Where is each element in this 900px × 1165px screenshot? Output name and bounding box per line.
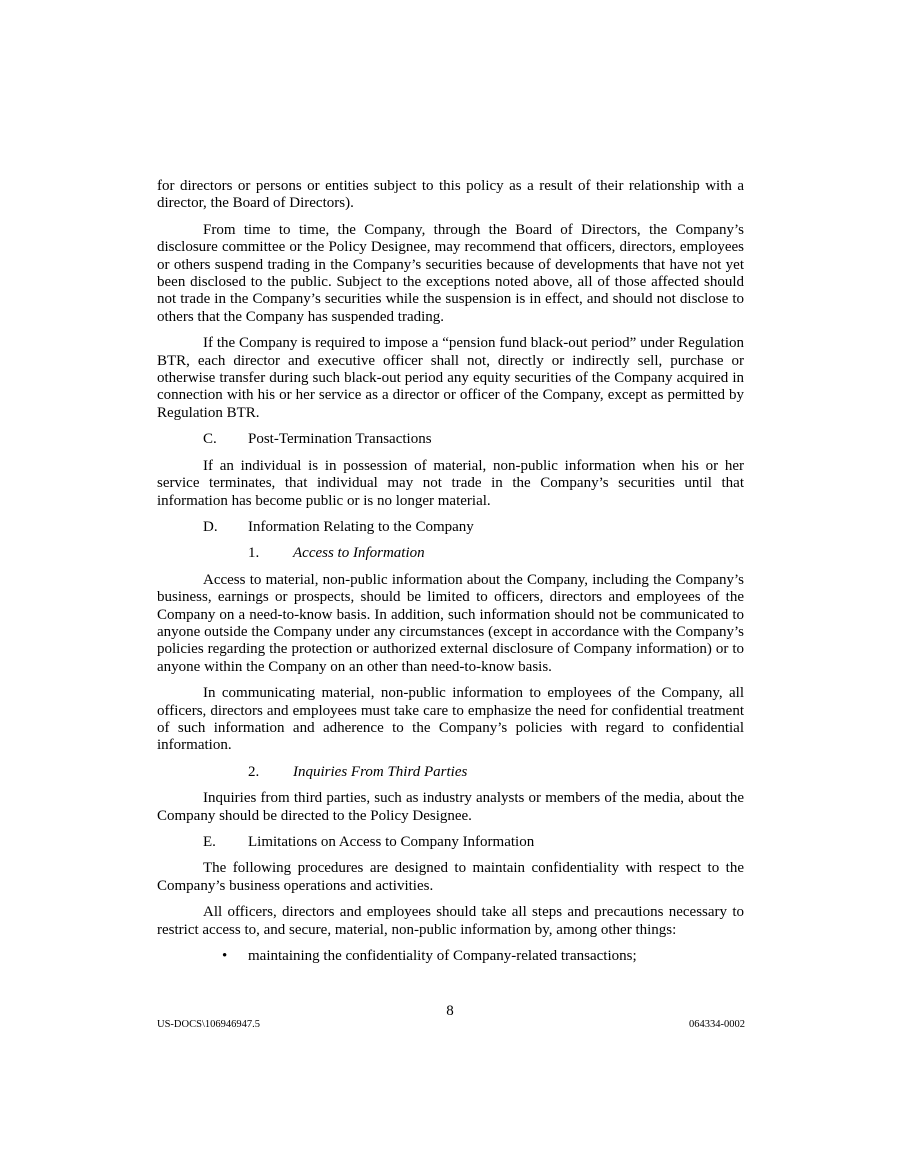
body-paragraph: The following procedures are designed to maintain confidentiality with respect to the Company’s business operations and activities. (157, 860, 744, 894)
body-paragraph: If the Company is required to impose a “pension fund black-out period” under Regulation BTR, each director and executive officer shall not, directly or indirectly sell, purchase or otherwise transfer during such black-out period any equity securities of the Company acquired in connection with his or her service as a director or officer of the Company, except as permitted by Regulation BTR. (157, 335, 744, 421)
subsection-title: Access to Information (293, 545, 425, 562)
body-paragraph: If an individual is in possession of material, non-public information when his or her service terminates, that individual may not trade in the Company’s securities until that information has become public or is no longer material. (157, 457, 744, 509)
bullet-icon: • (222, 948, 228, 965)
section-letter: D. (203, 518, 218, 535)
section-heading (157, 519, 744, 536)
section-letter: C. (203, 431, 217, 448)
bullet-item (157, 948, 744, 965)
bullet-text: maintaining the confidentiality of Company-related transactions; (248, 948, 637, 965)
body-paragraph: From time to time, the Company, through the Board of Directors, the Company’s disclosure committee or the Policy Designee, may recommend that officers, directors, employees or others suspend trading in the Company’s securities because of developments that have not yet been disclosed to the public. Subject to the exceptions noted above, all of those affected should not trade in the Company’s securities while the suspension is in effect, and should not disclose to others that the Company has suspended trading. (157, 221, 744, 325)
subsection-heading (157, 545, 744, 562)
section-title: Limitations on Access to Company Information (248, 834, 535, 850)
footer-matter-number: 064334-0002 (689, 1019, 745, 1030)
body-paragraph: In communicating material, non-public information to employees of the Company, all officers, directors and employees must take care to emphasize the need for confidential treatment of such information and adherence to the Company’s policies with regard to confidential information. (157, 685, 744, 754)
body-paragraph: All officers, directors and employees should take all steps and precautions necessary to restrict access to, and secure, material, non-public information by, among other things: (157, 904, 744, 938)
section-title: Post-Termination Transactions (248, 431, 432, 448)
subsection-number: 2. (248, 763, 260, 780)
document-body (157, 178, 744, 965)
section-heading (157, 431, 744, 448)
page-number: 8 (446, 1003, 454, 1019)
body-paragraph: Access to material, non-public information about the Company, including the Company’s business, earnings or prospects, should be limited to officers, directors and employees of the Company on a need-to-know basis. In addition, such information should not be communicated to anyone outside the Company under any circumstances (except in accordance with the Company’s policies regarding the protection or authorized external disclosure of Company information) or to anyone within the Company on an other than need-to-know basis. (157, 571, 744, 675)
body-paragraph: for directors or persons or entities subject to this policy as a result of their relationship with a director, the Board of Directors). (157, 178, 744, 212)
subsection-heading (157, 764, 744, 781)
section-letter: E. (203, 834, 216, 850)
subsection-number: 1. (248, 545, 260, 562)
footer-document-id: US-DOCS\106946947.5 (157, 1019, 260, 1030)
subsection-title: Inquiries From Third Parties (293, 763, 468, 780)
section-title: Information Relating to the Company (248, 518, 474, 535)
body-paragraph: Inquiries from third parties, such as industry analysts or members of the media, about the Company should be directed to the Policy Designee. (157, 790, 744, 824)
section-heading (157, 834, 744, 851)
